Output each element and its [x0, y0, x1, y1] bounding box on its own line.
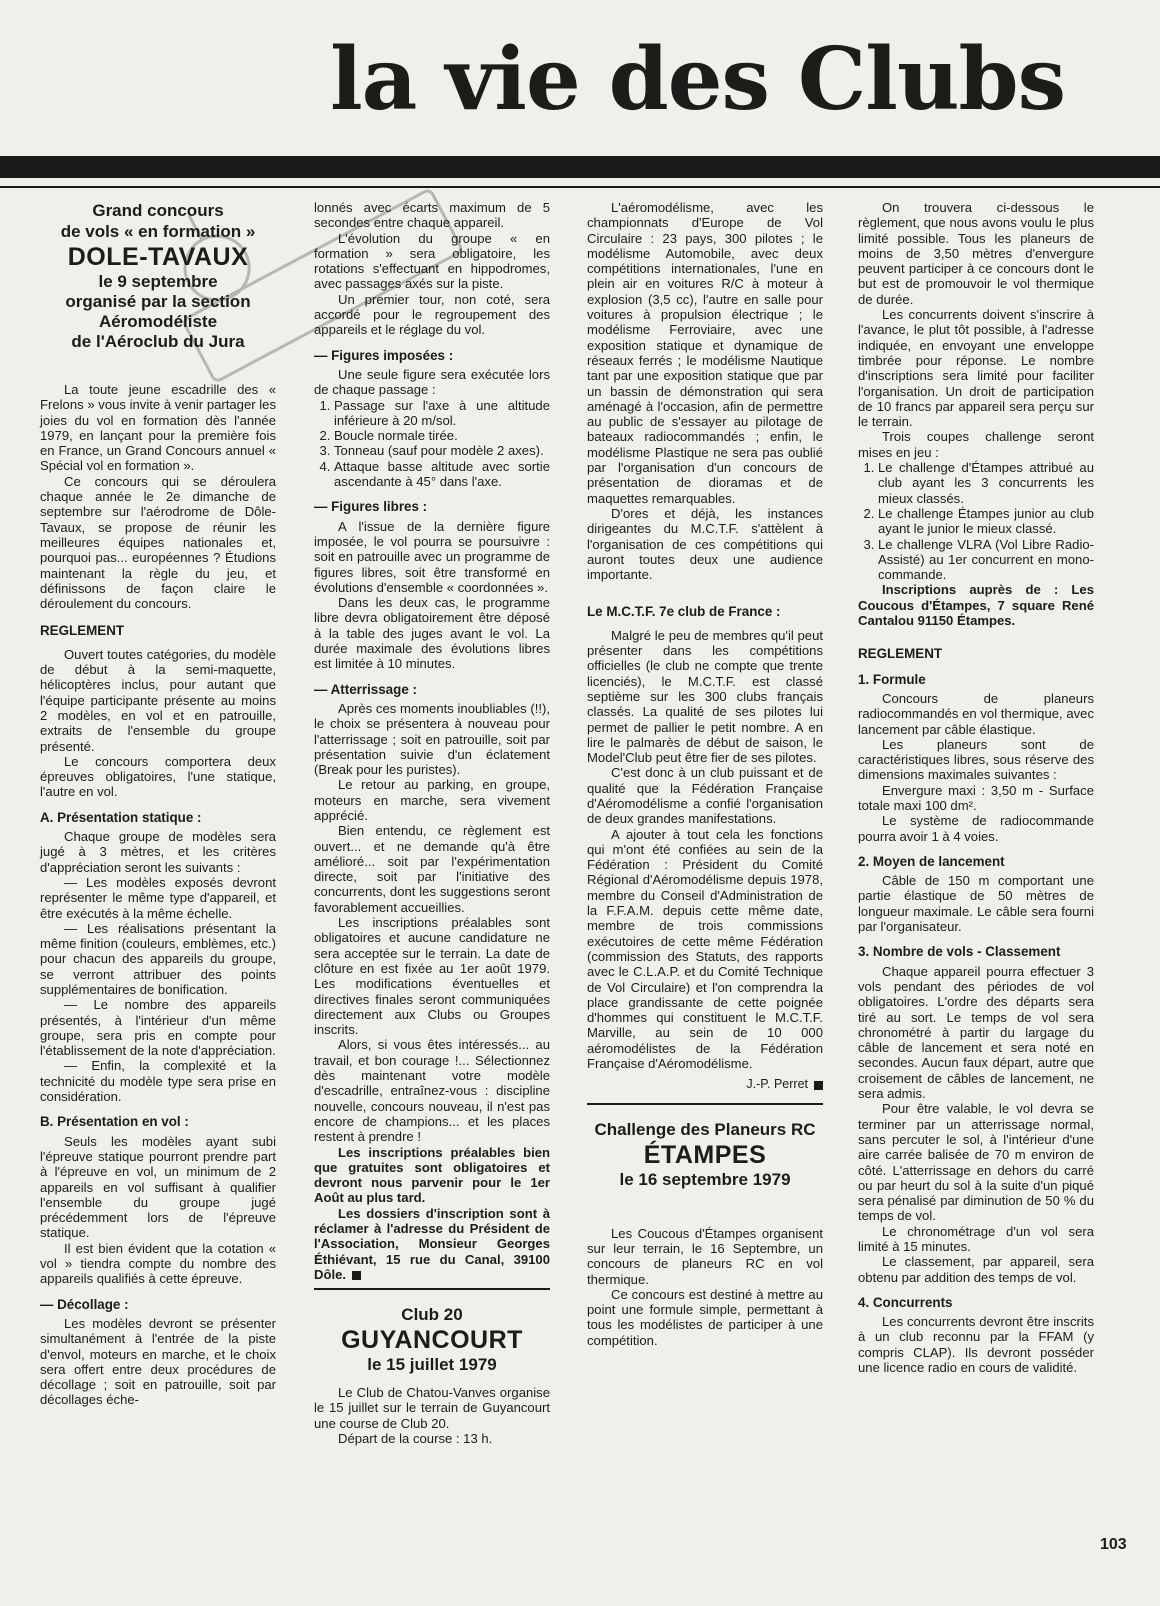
- paragraph: Ce concours qui se déroulera chaque année le 2e dimanche de septembre sur l'aérodrome de Dôle-Tavaux, se propose de réunir les meilleures équipes nationales et, pourquoi pas... européennes ? Étudions maintenant la règle du jeu, et définissons de façon claire le déroulement du concours.: [40, 473, 276, 612]
- section-heading: REGLEMENT: [40, 623, 125, 639]
- paragraph: A l'issue de la dernière figure imposée, le vol pourra se poursuivre : soit en patrouille avec un programme de figures libres, soit être transformé en évolutions d'ensemble « coordonnées ».: [314, 518, 550, 595]
- paragraph: A ajouter à tout cela les fonctions qui m'ont été confiées au sein de la Fédération : Président du Comité Régional d'Aéromodélisme depuis 1978, membre du Conseil d'Administration de la F.F.A.M. depuis cette même date, membre de trois commissions exécutoires de cette même Fédération (commission des Statuts, des rapports avec le C.L.A.P. et du Comité Technique de Vol Circulaire) et l'on comprendra la place grandissante de cette poignée d'hommes qui constituent le M.C.T.F. Marville, au sein de 10 000 aéromodélistes de la Fédération Française d'Aéromodélisme.: [587, 826, 823, 1072]
- paragraph: Dans les deux cas, le programme libre devra obligatoirement être déposé à la table des juges avant le vol. La durée maximale des évolutions libres est limitée à 10 minutes.: [314, 595, 550, 672]
- paragraph: Chaque appareil pourra effectuer 3 vols pendant des périodes de vol obligatoires. L'ordre des départs sera tiré au sort. Le temps de vol sera chronométré à partir du largage du câble de lancement et sera noté en secondes. Aucun faux départ, autre que croisement de câbles de lancement, ne sera admis.: [858, 963, 1094, 1102]
- page-number: 103: [1100, 1536, 1127, 1553]
- masthead: [330, 30, 1130, 130]
- list-item: — Le nombre des appareils présentés, à l'intérieur d'un même groupe, sera pris en compte pour l'établissement de la note d'appréciation.: [40, 997, 276, 1059]
- heading-line: le 9 septembre: [98, 272, 218, 291]
- coupes-list: [858, 460, 1094, 582]
- paragraph: Les Coucous d'Étampes organisent sur leur terrain, le 16 Septembre, un concours de planeurs RC en vol thermique.: [587, 1225, 823, 1287]
- column-1: [40, 200, 276, 1408]
- list-item: 2. Le challenge Étampes junior au club ayant le junior le mieux classé.: [878, 506, 1094, 537]
- section-heading: 3. Nombre de vols - Classement: [858, 944, 1061, 960]
- end-of-article-icon: [352, 1271, 361, 1280]
- paragraph: L'aéromodélisme, avec les championnats d'Europe de Vol Circulaire : 23 pays, 300 pilotes ; le modélisme Automobile, avec deux compétitions internationales, l'une en plein air en voitures R/C à moteur à explosion (3,5 cc), l'autre en salle pour voitures à propulsion électrique ; le modélisme Ferroviaire, avec une exposition statique et dynamique de réseaux ferrés ; le modélisme Nautique tant par une exposition statique que par un bassin de démonstration qui sera aménagé à l'occasion, afin de permettre au public de s'essayer au pilotage de bateaux radiocommandés ; enfin, le modélisme Plastique ne sera pas oublié par l'organisation d'un concours de présentation de dioramas et de maquettes remarquables.: [587, 200, 823, 506]
- section-heading: 1. Formule: [858, 671, 926, 687]
- paragraph: Les concurrents doivent s'inscrire à l'avance, le plut tôt possible, à l'adresse indiquée, en envoyant une enveloppe timbrée pour réponse. Le nombre d'inscriptions sera limité pour faciliter l'organisation. Un droit de participation de 10 francs par appareil sera perçu sur le terrain.: [858, 307, 1094, 430]
- list-item: 1. Passage sur l'axe à une altitude inférieure à 20 m/sol.: [334, 398, 550, 429]
- paragraph: Envergure maxi : 3,50 m - Surface totale maxi 100 dm².: [858, 782, 1094, 813]
- heading-title: DOLE-TAVAUX: [67, 243, 249, 271]
- section-heading: — Figures libres :: [314, 499, 428, 515]
- guyancourt-heading: [314, 1304, 550, 1375]
- heading-line: organisé par la section: [65, 292, 251, 311]
- paragraph: Le retour au parking, en groupe, moteurs en marche, sera vivement apprécié.: [314, 777, 550, 823]
- header-rule-thick: [0, 156, 1160, 178]
- paragraph: Câble de 150 m comportant une partie élastique de 50 mètres de longueur maximale. Le câble sera fourni par l'organisateur.: [858, 873, 1094, 935]
- heading-line: Challenge des Planeurs RC: [594, 1119, 816, 1139]
- paragraph: lonnés avec écarts maximum de 5 secondes entre chaque appareil.: [314, 200, 550, 231]
- section-heading: — Atterrissage :: [314, 681, 417, 697]
- paragraph-bold: [314, 1206, 550, 1282]
- signature: [587, 1077, 823, 1092]
- paragraph: Trois coupes challenge seront mises en jeu :: [858, 429, 1094, 460]
- paragraph: Une seule figure sera exécutée lors de chaque passage :: [314, 366, 550, 398]
- paragraph: Bien entendu, ce règlement est ouvert... et ne demande qu'à être amélioré... soit par l'expérimentation directe, soit par l'initiative des concurrents, dont les suggestions seront favorablement accueillies.: [314, 823, 550, 915]
- paragraph: On trouvera ci-dessous le règlement, que nous avons voulu le plus limité possible. Tous les planeurs de moins de 3,50 mètres d'envergure peuvent participer à ce concours dont le but est de promouvoir le vol thermique de durée.: [858, 200, 1094, 307]
- end-of-article-icon: [814, 1081, 823, 1090]
- paragraph: Les inscriptions préalables sont obligatoires et aucune candidature ne sera acceptée sur le terrain. La date de clôture en est fixée au 1er août 1979. Les modifications éventuelles et directives finales seront communiquées directement aux Clubs ou Groupes inscrits.: [314, 915, 550, 1038]
- paragraph: Alors, si vous êtes intéressés... au travail, et bon courage !... Sélectionnez dès maintenant votre modèle d'escadrille, entraînez-vous : discipline nouvelle, concours nouveau, il n'est pas encore de champions... et les places restent à prendre !: [314, 1037, 550, 1145]
- paragraph: C'est donc à un club puissant et de qualité que la Fédération Française d'Aéromodélisme a confié l'organisation de deux grandes manifestations.: [587, 765, 823, 827]
- heading-line: Club 20: [401, 1305, 463, 1325]
- paragraph-bold: Les inscriptions préalables bien que gratuites sont obligatoires et devront nous parvenir pour le 1er Août au plus tard.: [314, 1144, 550, 1206]
- list-item: — Les modèles exposés devront représenter le même type d'appareil, et être exécutés à la même échelle.: [40, 874, 276, 921]
- list-item: — Les réalisations présentant la même finition (couleurs, emblèmes, etc.) pour chacun des appareils du groupe, se verront attribuer des points supplémentaires de bonification.: [40, 920, 276, 997]
- paragraph: La toute jeune escadrille des « Frelons » vous invite à venir partager les joies du vol en formation dès l'année 1979, en lançant pour la première fois en France, un Grand Concours annuel « Spécial vol en formation ».: [40, 382, 276, 474]
- paragraph: Ouvert toutes catégories, du modèle de début à la semi-maquette, hélicoptères inclus, pour autant que l'équipe participante présente au moins 2 modèles, en vol et en patrouille, extraits de l'ensemble du groupe présenté.: [40, 646, 276, 754]
- section-heading: 2. Moyen de lancement: [858, 853, 1005, 869]
- section-heading: A. Présentation statique :: [40, 809, 202, 825]
- paragraph: Après ces moments inoubliables (!!), le choix se présentera à nouveau pour l'atterrissage ; soit en patrouille, soit par présentation suivie d'un éclatement (Break pour les puristes).: [314, 700, 550, 778]
- heading-title: ÉTAMPES: [643, 1140, 767, 1169]
- dole-tavaux-heading: [40, 200, 276, 352]
- figures-list: [314, 398, 550, 490]
- section-title: la vie des Clubs: [330, 29, 1066, 130]
- author-name: J.-P. Perret: [746, 1077, 808, 1092]
- paragraph: Chaque groupe de modèles sera jugé à 3 mètres, et les critères d'appréciation seront les suivants :: [40, 829, 276, 875]
- list-item: — Enfin, la complexité et la technicité du modèle type sera prise en considération.: [40, 1058, 276, 1105]
- paragraph: Le système de radiocommande pourra avoir 1 à 4 voies.: [858, 813, 1094, 844]
- section-heading: 4. Concurrents: [858, 1294, 953, 1310]
- column-4: [858, 200, 1094, 1375]
- list-item: 3. Tonneau (sauf pour modèle 2 axes).: [334, 443, 550, 458]
- paragraph: Les planeurs sont de caractéristiques libres, sous réserve des dimensions maximales suivantes :: [858, 736, 1094, 783]
- list-item: 2. Boucle normale tirée.: [334, 428, 550, 443]
- paragraph: Les modèles devront se présenter simultanément à l'entrée de la piste d'envol, moteurs en marche, et le choix sera offert entre deux procédures de décollage ; soit en patrouille, soit par décollages éche-: [40, 1315, 276, 1408]
- list-item: 4. Attaque basse altitude avec sortie ascendante à 45° dans l'axe.: [334, 459, 550, 490]
- paragraph: Le classement, par appareil, sera obtenu par addition des temps de vol.: [858, 1254, 1094, 1285]
- list-item: 3. Le challenge VLRA (Vol Libre Radio-Assisté) au 1er concurrent en mono-commande.: [878, 537, 1094, 583]
- paragraph: Pour être valable, le vol devra se terminer par un atterrissage normal, sans percuter le sol, à l'intérieur d'une aire carrée balisée de 70 m environ de côté. L'atterrissage en dehors du carré ou par heurt du sol à la suite d'un piqué sera pénalisé par diminution de 50 % du temps de vol.: [858, 1101, 1094, 1224]
- list-item: 1. Le challenge d'Étampes attribué au club ayant les 3 concurrents les mieux classés.: [878, 460, 1094, 506]
- paragraph: Malgré le peu de membres qu'il peut présenter dans les compétitions officielles (le club ne compte que trente licenciés), le M.C.T.F. est classé septième sur les 300 clubs français classés. La qualité de ses pilotes lui permet de pallier le petit nombre. A en lire le palmarès de début de saison, le Model'Club peut être fier de ses pilotes.: [587, 627, 823, 766]
- heading-line: le 16 septembre 1979: [619, 1169, 791, 1189]
- etampes-heading: [587, 1119, 823, 1190]
- column-2: [314, 200, 550, 1446]
- heading-line: le 15 juillet 1979: [367, 1355, 497, 1375]
- inscriptions-address: Inscriptions auprès de : Les Coucous d'Étampes, 7 square René Cantalou 91150 Étampes.: [858, 582, 1094, 629]
- heading-line: Grand concours: [92, 201, 224, 220]
- divider: [314, 1288, 550, 1290]
- heading-title: GUYANCOURT: [341, 1326, 523, 1355]
- heading-line: de l'Aéroclub du Jura: [71, 332, 245, 351]
- section-heading: REGLEMENT: [858, 646, 943, 662]
- paragraph: Départ de la course : 13 h.: [338, 1431, 493, 1447]
- heading-line: Aéromodéliste: [98, 312, 218, 331]
- paragraph: Le concours comportera deux épreuves obligatoires, l'une statique, l'autre en vol.: [40, 753, 276, 800]
- paragraph: L'évolution du groupe « en formation » sera obligatoire, les rotations s'effectuant en hippodromes, avec passages axés sur la piste.: [314, 230, 550, 292]
- paragraph: Seuls les modèles ayant subi l'épreuve statique pourront prendre part à l'épreuve en vol, un minimum de 2 appareils en vol suffisant à qualifier l'ensemble du groupe jugé précédemment lors de l'épreuve statique.: [40, 1133, 276, 1241]
- paragraph: Les concurrents devront être inscrits à un club reconnu par la FFAM (y compris CLAP). Ils devront posséder une licence radio en cours de validité.: [858, 1314, 1094, 1376]
- section-heading: Le M.C.T.F. 7e club de France :: [587, 604, 781, 620]
- heading-line: de vols « en formation »: [60, 222, 256, 241]
- header-rule-thin: [0, 186, 1160, 188]
- section-heading: — Figures imposées :: [314, 347, 454, 363]
- section-heading: B. Présentation en vol :: [40, 1114, 189, 1130]
- paragraph: Il est bien évident que la cotation « vol » tiendra compte du nombre des appareils qualifiés à cette épreuve.: [40, 1240, 276, 1287]
- paragraph: D'ores et déjà, les instances dirigeantes du M.C.T.F. s'attèlent à l'organisation de ces compétitions qui auront toutes deux une audience importante.: [587, 505, 823, 583]
- address-text: Les dossiers d'inscription sont à réclamer à l'adresse du Président de l'Association, Monsieur Georges Éthiévant, 15 rue du Canal, 39100 Dôle.: [314, 1205, 550, 1282]
- paragraph: Un premier tour, non coté, sera accordé pour le regroupement des appareils et le réglage du vol.: [314, 291, 550, 338]
- paragraph: Ce concours est destiné à mettre au point une formule simple, permettant à tous les modélistes de participer à une compétition.: [587, 1286, 823, 1348]
- paragraph: Concours de planeurs radiocommandés en vol thermique, avec lancement par câble élastique.: [858, 690, 1094, 737]
- section-heading: — Décollage :: [40, 1296, 129, 1312]
- paragraph: Le chronométrage d'un vol sera limité à 15 minutes.: [858, 1223, 1094, 1254]
- column-3: [587, 200, 823, 1348]
- divider: [587, 1103, 823, 1105]
- paragraph: Le Club de Chatou-Vanves organise le 15 juillet sur le terrain de Guyancourt une course de Club 20.: [314, 1385, 550, 1431]
